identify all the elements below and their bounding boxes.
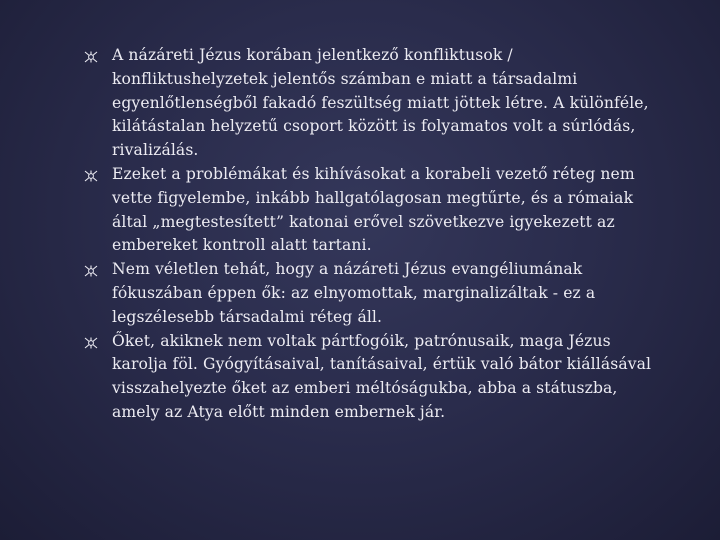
bullet-text-1: A názáreti Jézus korában jelentkező konfliktusok / konfliktushelyzetek jelentős számban e miatt a társadalmi egyenlőtlenségből fakadó feszültség miatt jöttek létre. A különféle, kilátástalan helyzetű csoport között is folyamatos volt a súrlódás, rivalizálás. [112, 46, 649, 160]
bullet-item-1 [84, 44, 654, 163]
bullet-text-4: Őket, akiknek nem voltak pártfogóik, patrónusaik, maga Jézus karolja föl. Gyógyításaival, tanításaival, értük való bátor kiállásával visszahelyezte őket az emberi méltóságukba, abba a státuszba, amely az Atya előtt minden embernek jár. [112, 331, 652, 421]
bullet-item-4 [84, 330, 654, 425]
bullet-text-2: Ezeket a problémákat és kihívásokat a korabeli vezető réteg nem vette figyelembe, inkább hallgatólagosan megtűrte, és a rómaiak által „megtestesített” katonai erővel szövetkezve igyekezett az embereket kontroll alatt tartani. [112, 164, 635, 255]
bullet-text-3: Nem véletlen tehát, hogy a názáreti Jézus evangéliumának fókuszában éppen ők: az elnyomottak, marginalizáltak - ez a legszélesebb társadalmi réteg áll. [112, 260, 596, 326]
bullet-item-2 [84, 163, 654, 258]
bullet-list [84, 44, 654, 425]
reference-mark-icon [84, 265, 98, 277]
reference-mark-icon [84, 51, 98, 63]
bullet-item-3 [84, 258, 654, 329]
reference-mark-icon [84, 337, 98, 349]
reference-mark-icon [84, 170, 98, 182]
